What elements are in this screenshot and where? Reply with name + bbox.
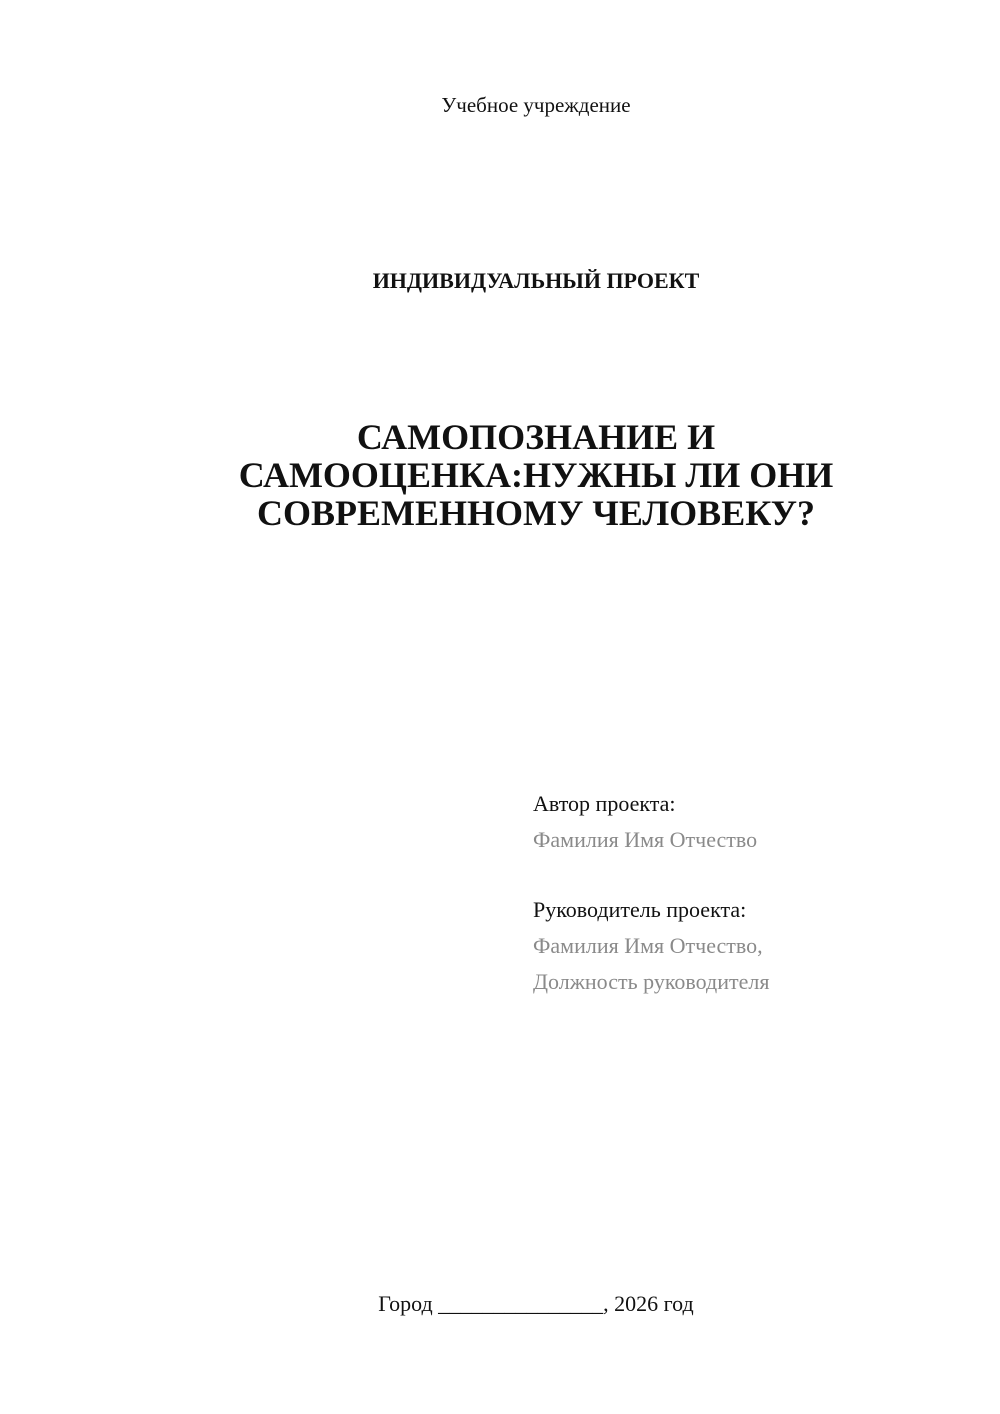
author-name-placeholder: Фамилия Имя Отчество	[533, 827, 758, 852]
supervisor-label: Руководитель проекта:	[533, 897, 747, 922]
document-type: ИНДИВИДУАЛЬНЫЙ ПРОЕКТ	[372, 268, 700, 293]
project-title-line: СОВРЕМЕННОМУ ЧЕЛОВЕКУ?	[256, 493, 816, 533]
credits-block	[533, 786, 973, 1000]
project-title	[0, 418, 1000, 532]
author-label: Автор проекта:	[533, 791, 676, 816]
project-title-line: САМОПОЗНАНИЕ И	[356, 417, 716, 457]
spacer	[533, 858, 973, 892]
institution-name: Учебное учреждение	[441, 93, 631, 117]
supervisor-name-placeholder: Фамилия Имя Отчество,	[533, 933, 763, 958]
project-title-line: САМООЦЕНКА:НУЖНЫ ЛИ ОНИ	[238, 455, 834, 495]
city-year-line: Город _______________, 2026 год	[378, 1291, 694, 1316]
supervisor-position-placeholder: Должность руководителя	[533, 969, 770, 994]
